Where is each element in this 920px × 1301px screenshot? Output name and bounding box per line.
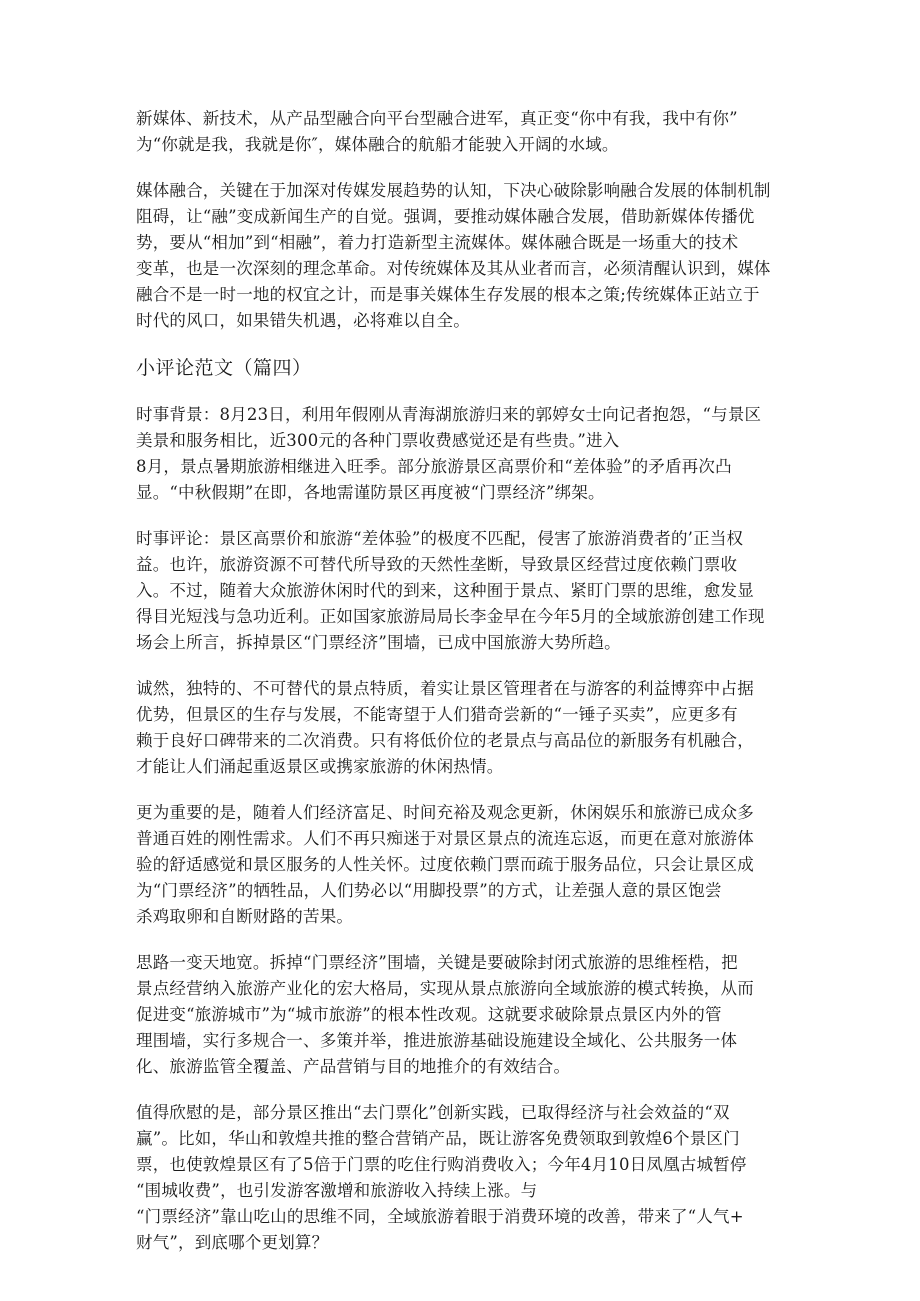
section-title: 小评论范文（篇四）	[136, 357, 312, 379]
text-line: 时事评论：景区高票价和旅游“差体验”的极度不匹配，侵害了旅游消费者的’正当权	[136, 529, 744, 548]
paragraph-more-important	[136, 800, 786, 930]
text-line: 益。也许，旅游资源不可替代所导致的天然性垄断，导致景区经营过度依赖门票收	[136, 555, 738, 574]
text-line: 验的舒适感觉和景区服务的人性关怀。过度依赖门票而疏于服务品位，只会让景区成	[136, 855, 754, 874]
text-line: 票，也使敦煌景区有了5倍于门票的吃住行购消费收入；今年4月10日凤凰古城暂停	[136, 1155, 747, 1174]
text-line: 显。“中秋假期”在即，各地需谨防景区再度被“门票经济”绑架。	[136, 483, 605, 502]
text-line: 优势，但景区的生存与发展，不能寄望于人们猎奇尝新的“一锤子买卖”，应更多有	[136, 705, 738, 724]
text-line: 化、旅游监管全覆盖、产品营销与目的地推介的有效结合。	[136, 1057, 571, 1076]
text-line: 财气”，到底哪个更划算？	[136, 1233, 329, 1252]
paragraph-commentary	[136, 526, 786, 656]
text-line: 阻碍，让“融”变成新闻生产的自觉。强调，要推动媒体融合发展，借助新媒体传播优	[136, 207, 755, 226]
text-line: “围城收费”，也引发游客激增和旅游收入持续上涨。与	[136, 1181, 538, 1200]
text-line: 媒体融合，关键在于加深对传媒发展趋势的认知，下决心破除影响融合发展的体制机制	[136, 181, 771, 200]
text-line: 时代的风口，如果错失机遇，必将难以自全。	[136, 311, 470, 330]
paragraph-media-platform	[136, 106, 786, 158]
paragraph-new-thinking	[136, 950, 786, 1080]
text-line: 融合不是一时一地的权宜之计，而是事关媒体生存发展的根本之策;传统媒体正站立于	[136, 285, 760, 304]
text-line: 诚然，独特的、不可替代的景点特质，着实让景区管理者在与游客的利益博弈中占据	[136, 679, 754, 698]
document-body	[136, 106, 786, 1276]
text-line: 为“你就是我，我就是你″，媒体融合的航船才能驶入开阔的水域。	[136, 135, 619, 154]
text-line: 美景和服务相比，近300元的各种门票收费感觉还是有些贵。”进入	[136, 431, 620, 450]
text-line: 更为重要的是，随着人们经济富足、时间充裕及观念更新，休闲娱乐和旅游已成众多	[136, 803, 754, 822]
text-line: 促进变“旅游城市”为“城市旅游”的根本性改观。这就要求破除景点景区内外的管	[136, 1005, 722, 1024]
text-line: 理围墙，实行多规合一、多策并举，推进旅游基础设施建设全域化、公共服务一体	[136, 1031, 738, 1050]
text-line: 势，要从“相加”到“相融”，着力打造新型主流媒体。媒体融合既是一场重大的技术	[136, 233, 739, 252]
text-line: 景点经营纳入旅游产业化的宏大格局，实现从景点旅游向全域旅游的模式转换，从而	[136, 979, 754, 998]
paragraph-background	[136, 402, 786, 506]
text-line: 场会上所言，拆掉景区“门票经济”围墙，已成中国旅游大势所趋。	[136, 633, 621, 652]
text-line: 赢”。比如，华山和敦煌共推的整合营销产品，既让游客免费领取到敦煌6个景区门	[136, 1129, 740, 1148]
text-line: 得目光短浅与急功近利。正如国家旅游局局长李金早在今年5月的全域旅游创建工作现	[136, 607, 765, 626]
paragraph-unique-features	[136, 676, 786, 780]
text-line: “门票经济”靠山吃山的思维不同，全域旅游着眼于消费环境的改善，带来了“人气+	[136, 1207, 744, 1226]
text-line: 杀鸡取卵和自断财路的苦果。	[136, 907, 354, 926]
text-line: 普通百姓的刚性需求。人们不再只痴迷于对景区景点的流连忘返，而更在意对旅游体	[136, 829, 754, 848]
text-line: 为“门票经济”的牺牲品，人们势必以“用脚投票”的方式，让差强人意的景区饱尝	[136, 881, 722, 900]
text-line: 时事背景：8月23日，利用年假刚从青海湖旅游归来的郭婷女士向记者抱怨，“与景区	[136, 405, 762, 424]
text-line: 值得欣慰的是，部分景区推出“去门票化”创新实践，已取得经济与社会效益的“双	[136, 1103, 730, 1122]
text-line: 8月，景点暑期旅游相继进入旺季。部分旅游景区高票价和“差体验”的矛盾再次凸	[136, 457, 732, 476]
paragraph-gratifying	[136, 1100, 786, 1256]
text-line: 才能让人们涌起重返景区或携家旅游的休闲热情。	[136, 757, 504, 776]
text-line: 入。不过，随着大众旅游休闲时代的到来，这种囿于景点、紧盯门票的思维，愈发显	[136, 581, 754, 600]
text-line: 思路一变天地宽。拆掉“门票经济”围墙，关键是要破除封闭式旅游的思维桎梏，把	[136, 953, 738, 972]
text-line: 新媒体、新技术，从产品型融合向平台型融合进军，真正变“你中有我，我中有你”	[136, 109, 738, 128]
paragraph-media-fusion	[136, 178, 786, 334]
text-line: 赖于良好口碑带来的二次消费。只有将低价位的老景点与高品位的新服务有机融合，	[136, 731, 754, 750]
text-line: 变革，也是一次深刻的理念革命。对传统媒体及其从业者而言，必须清醒认识到，媒体	[136, 259, 771, 278]
